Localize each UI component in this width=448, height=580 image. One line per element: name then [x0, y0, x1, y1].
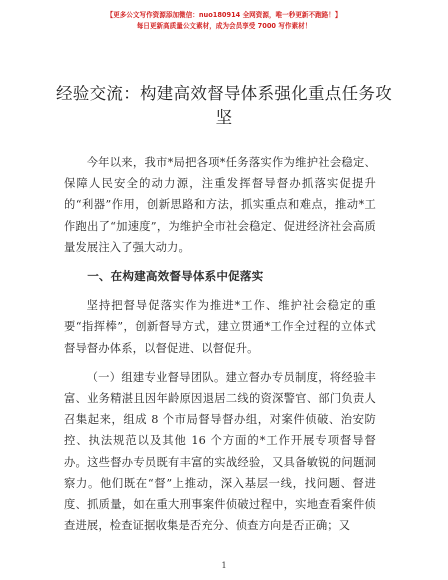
promo-banner-line2: 每日更新高质量公文素材，成为会员享受 7000 写作素材！ — [136, 22, 312, 30]
promo-banner — [0, 10, 448, 32]
document-body — [64, 152, 376, 544]
section-paragraph: （一）组建专业督导团队。建立督办专员制度，将经验丰富、业务精湛且因年龄原因退居二线的资深警官、部门负责人召集起来，组成 8 个市局督导督办组，对案件侦破、治安防控、执法规范以及其他 16 个方面的*工作开展专项督导督办。这些督办专员既有丰富的实战经验，又具备敏锐的问题洞察力。他们既在“督”上推动，深入基层一线，找问题、督进度、抓质量，如在重大刑事案件侦破过程中，实地查看案件侦查进展，检查证据收集是否充分、侦查方向是否正确；又 — [64, 370, 376, 533]
promo-banner-line1: 【更多公文写作资源添加微信：nuo180914 全网资源，唯一秒更新不跑路！】 — [106, 11, 342, 19]
intro-paragraph: 今年以来，我市*局把各项*任务落实作为维护社会稳定、保障人民安全的动力源，注重发挥督导督办抓落实促提升的“利器”作用，创新思路和方法，抓实重点和难点，推动*工作跑出了“加速度”，为维护全市社会稳定、促进经济社会高质量发展注入了强大动力。 — [64, 156, 376, 254]
section-heading: 一、在构建高效督导体系中促落实 — [87, 269, 264, 284]
document-title: 经验交流：构建高效督导体系强化重点任务攻坚 — [56, 84, 392, 127]
page-number: 1 — [221, 561, 227, 570]
section-paragraph: 坚持把督导促落实作为推进*工作、维护社会稳定的重要“指挥棒”，创新督导方式，建立贯通*工作全过程的立体式督导督办体系，以督促进、以督促升。 — [64, 299, 376, 355]
